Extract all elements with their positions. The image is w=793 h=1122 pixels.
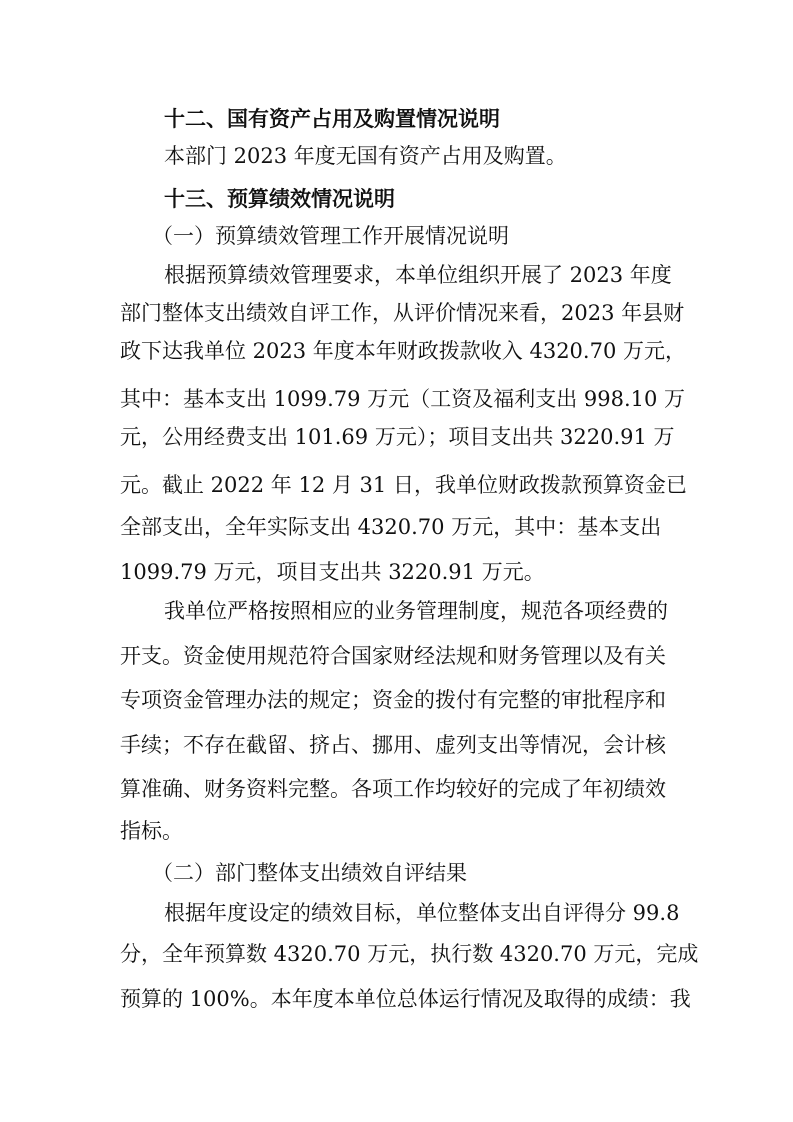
paragraph-line: 我单位严格按照相应的业务管理制度，规范各项经费的 [164, 599, 668, 623]
paragraph-line: 根据预算绩效管理要求，本单位组织开展了 2023 年度 [164, 263, 672, 287]
paragraph-line: 元，公用经费支出 101.69 万元）；项目支出共 3220.91 万 [120, 425, 675, 449]
subsection-1-heading: （一）预算绩效管理工作开展情况说明 [152, 224, 509, 248]
paragraph-line: 政下达我单位 2023 年度本年财政拨款收入 4320.70 万元， [120, 339, 686, 363]
paragraph-line: 指标。 [120, 819, 183, 843]
paragraph-line: 算准确、财务资料完整。各项工作均较好的完成了年初绩效 [120, 777, 666, 801]
paragraph-line: 部门整体支出绩效自评工作，从评价情况来看，2023 年县财 [120, 301, 685, 325]
paragraph-line: 手续；不存在截留、挤占、挪用、虚列支出等情况，会计核 [120, 733, 666, 757]
paragraph-line: 1099.79 万元，项目支出共 3220.91 万元。 [120, 560, 545, 584]
section-12-body-line: 本部门 2023 年度无国有资产占用及购置。 [164, 144, 567, 168]
paragraph-line: 专项资金管理办法的规定；资金的拨付有完整的审批程序和 [120, 688, 666, 712]
paragraph-line: 根据年度设定的绩效目标，单位整体支出自评得分 99.8 [164, 901, 680, 925]
section-12-heading: 十二、国有资产占用及购置情况说明 [164, 107, 500, 131]
paragraph-line: 全部支出，全年实际支出 4320.70 万元，其中：基本支出 [120, 515, 662, 539]
paragraph-line: 其中：基本支出 1099.79 万元（工资及福利支出 998.10 万 [120, 387, 686, 411]
paragraph-line: 分，全年预算数 4320.70 万元，执行数 4320.70 万元，完成 [120, 942, 699, 966]
paragraph-line: 元。截止 2022 年 12 月 31 日，我单位财政拨款预算资金已 [120, 473, 687, 497]
section-13-heading: 十三、预算绩效情况说明 [164, 187, 395, 211]
subsection-2-heading: （二）部门整体支出绩效自评结果 [152, 861, 467, 885]
paragraph-line: 预算的 100%。本年度本单位总体运行情况及取得的成绩：我 [120, 987, 691, 1011]
paragraph-line: 开支。资金使用规范符合国家财经法规和财务管理以及有关 [120, 644, 666, 668]
